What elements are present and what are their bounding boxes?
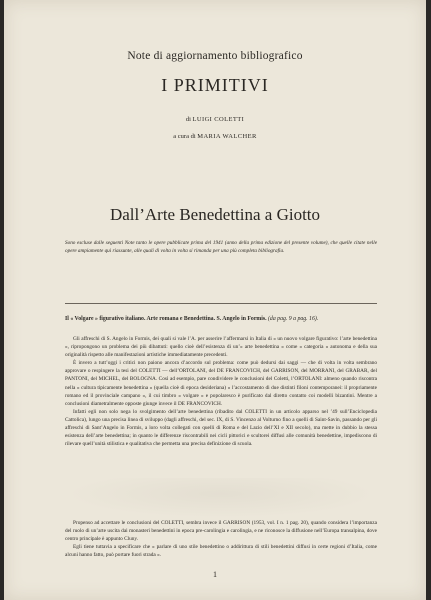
paragraph: Gli affreschi di S. Angelo in Formis, dei quali si vale l’A. per asserire l’affermarsi in Italia di « un nuovo volgare figurativo: l’arte benedettina », ripropongono un problema dei più dibattuti: quello cioè dell’esistenza di un’« arte benedettina » come « categoria » autonoma e della sua originalità rispetto alle manifestazioni artistiche immediatamente precedenti.: [65, 336, 377, 359]
editor-line: [4, 133, 426, 140]
body-text: [65, 335, 377, 448]
paragraph: Infatti egli non solo nega lo svolgimento dell’arte benedettina (ribadito dal COLETTI in un articolo apparso nel ’49 sull’Enciclopedia Cattolica), lungo una precisa linea di sviluppo (dagli affreschi, del sec. IX, di S. Vincenzo al Volturno fino a quelli di Saint-Savin, passando per gli affreschi di Sant’Angelo in Formis, a loro volta collegati con quelli di Roma e del Lazio dell’XI e XII secolo), ma mette in dubbio la stessa esistenza dell’arte benedettina; in quanto le differenze riscontrabili nei cicli pittorici e scultorei diffusi alle comunità benedettine, impediscono di rilevare quell’unità stilistica e qualitativa che permetta una precisa definizione di scuola.: [65, 408, 377, 448]
paper-bleed-shadow: [65, 478, 377, 518]
page-title: I PRIMITIVI: [161, 75, 269, 95]
subsection-heading: [65, 315, 377, 323]
author-name: LUIGI COLETTI: [192, 116, 245, 123]
intro-note: Sono escluse dalle seguenti Note tanto le opere pubblicate prima del 1941 (anno della prima edizione del presente volume), che quelle citate nelle opere ampiamente qui riassunte, alle quali di volta in volta si rimanda per una più completa bibliografia.: [65, 240, 377, 254]
subsection-pages: (da pag. 9 a pag. 16).: [268, 316, 319, 322]
author-prefix: di: [185, 116, 191, 123]
divider: [65, 303, 377, 304]
author-line: [4, 116, 426, 123]
subsection-title: Il « Volgare » figurativo italiano. Arte romana e Benedettina. S. Angelo in Formis.: [65, 316, 267, 322]
page-number: 1: [213, 570, 217, 579]
paragraph: È invero a tutt’oggi i critici non paiono ancora d’accordo sul problema: come può dedursi dai saggi — che di volta in volta sembrano approvare o respingere la tesi del COLETTI — dell’ORTOLANI, del DE FRANCOVICH, del GARRISON, del MORRANI, del GRABAR, del PANTONI, del MICHEL, del BOLOGNA. Così ad esempio, pare condividere le conclusioni del Coletti, l’ORTOLANI: almeno quando riscontra nella « cultura tipicamente benedettina » (quella cioè di epoca desideriana) « l’accostamento di due distinti filoni contemporanei: il propriamente romano ed il provinciale campano », il cui timbro « volgare » e popolaresco è purificato dal diretto contatto coi modelli bizantini. Mentre a conclusioni diametralmente opposte giunge invece il DE FRANCOVICH.: [65, 360, 377, 407]
editor-name: MARIA WALCHER: [197, 133, 257, 140]
paragraph: Egli tiene tuttavia a specificare che « parlare di uno stile benedettino o addirittura di stili benedettini diffusi in certe regioni d’Italia, come alcuni hanno fatto, può portare fuori strada ».: [65, 544, 377, 559]
body-text-continued: [65, 519, 377, 559]
series-kicker: Note di aggiornamento bibliografico: [127, 50, 303, 62]
paragraph: Propenso ad accettare le conclusioni del COLETTI, sembra invece il GARRISON (1953, vol. I n. 1 pag. 20), quando considera l’importanza del ruolo di un’arte uscita dai monasteri benedettini in epoca pre-carolingia e carolingia, e ne riconosce la diffusione nell’Europa transalpina, dove centro principale è appunto Cluny.: [65, 520, 377, 543]
section-title: Dall’Arte Benedettina a Giotto: [109, 205, 321, 224]
editor-prefix: a cura di: [173, 133, 196, 140]
document-page: [4, 0, 426, 600]
